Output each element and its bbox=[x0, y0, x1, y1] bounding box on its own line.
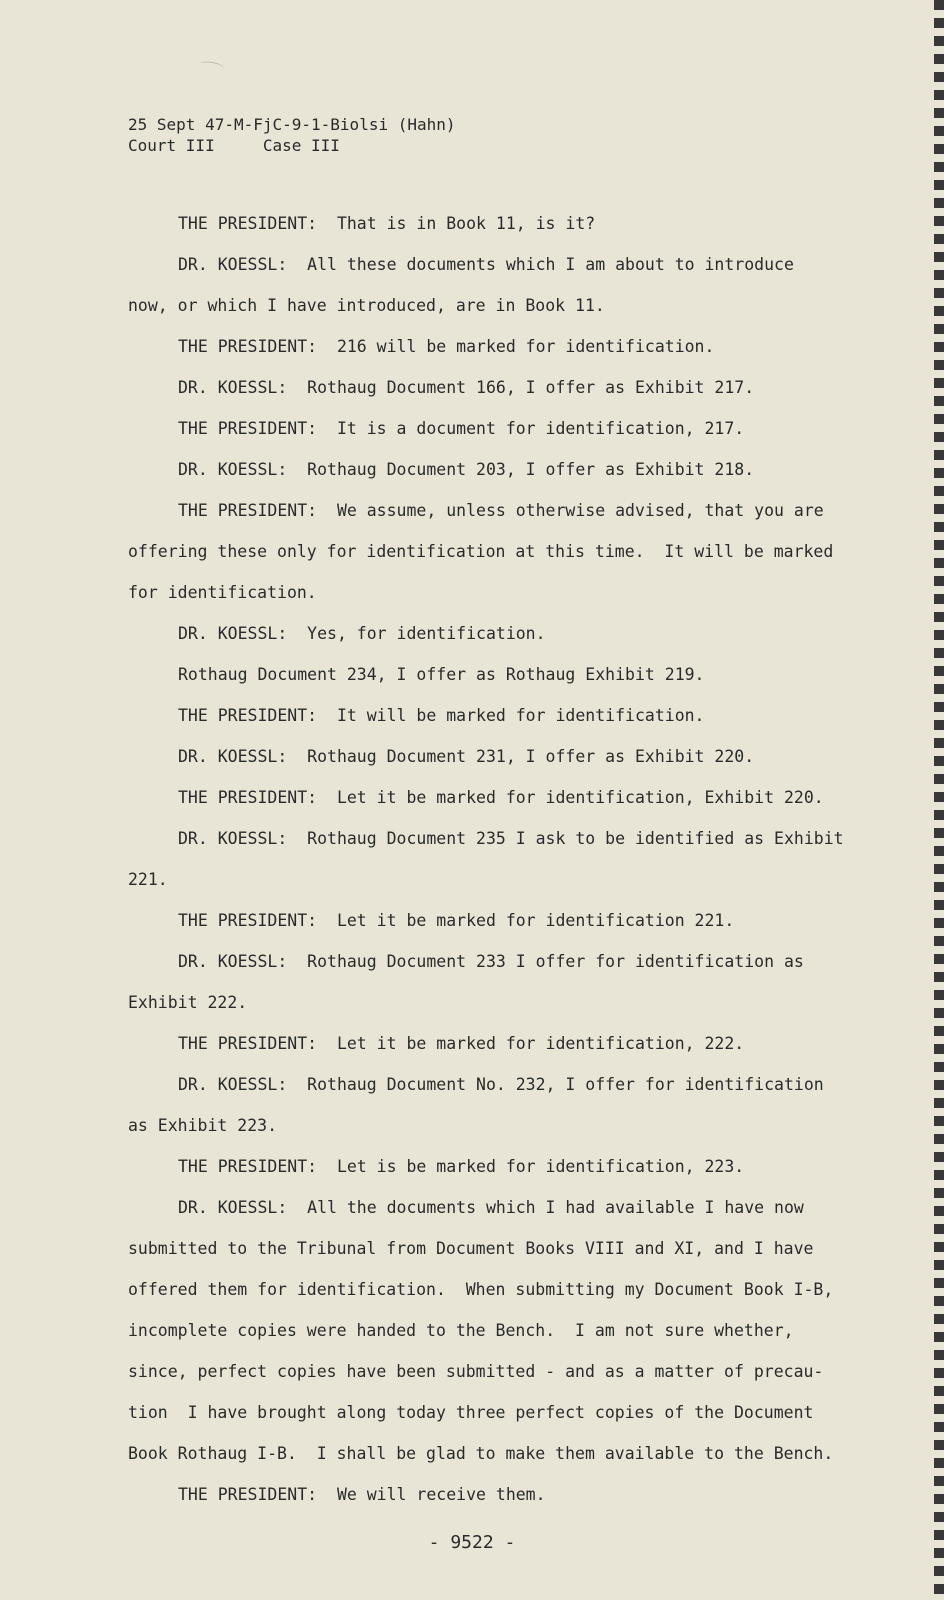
transcript-line: Rothaug Document 234, I offer as Rothaug Exhibit 219. bbox=[178, 665, 705, 684]
transcript-line: THE PRESIDENT: We assume, unless otherwise advised, that you are bbox=[178, 501, 824, 520]
transcript-line: for identification. bbox=[128, 583, 317, 602]
transcript-line: now, or which I have introduced, are in Book 11. bbox=[128, 296, 605, 315]
transcript-line: as Exhibit 223. bbox=[128, 1116, 278, 1135]
transcript-line: since, perfect copies have been submitted - and as a matter of precau- bbox=[128, 1362, 824, 1381]
transcript-line: tion I have brought along today three perfect copies of the Document bbox=[128, 1403, 814, 1422]
transcript-line: THE PRESIDENT: That is in Book 11, is it? bbox=[178, 214, 596, 233]
header-line-1: 25 Sept 47-M-FjC-9-1-Biolsi (Hahn) bbox=[128, 115, 456, 134]
transcript-line: Book Rothaug I-B. I shall be glad to make them available to the Bench. bbox=[128, 1444, 834, 1463]
transcript-line: incomplete copies were handed to the Bench. I am not sure whether, bbox=[128, 1321, 794, 1340]
transcript-line: offered them for identification. When submitting my Document Book I-B, bbox=[128, 1280, 834, 1299]
transcript-line: THE PRESIDENT: It is a document for identification, 217. bbox=[178, 419, 745, 438]
transcript-line: DR. KOESSL: Rothaug Document No. 232, I offer for identification bbox=[178, 1075, 824, 1094]
transcript-line: DR. KOESSL: Rothaug Document 231, I offer as Exhibit 220. bbox=[178, 747, 755, 766]
transcript-line: DR. KOESSL: All these documents which I am about to introduce bbox=[178, 255, 794, 274]
page-number: - 9522 - bbox=[428, 1532, 516, 1553]
transcript-line: submitted to the Tribunal from Document Books VIII and XI, and I have bbox=[128, 1239, 814, 1258]
transcript-line: offering these only for identification at this time. It will be marked bbox=[128, 542, 834, 561]
transcript-line: THE PRESIDENT: It will be marked for identification. bbox=[178, 706, 705, 725]
pencil-mark bbox=[199, 60, 224, 73]
transcript-line: THE PRESIDENT: Let it be marked for identification, 222. bbox=[178, 1034, 745, 1053]
transcript-line: Exhibit 222. bbox=[128, 993, 248, 1012]
binding-edge bbox=[934, 0, 944, 1600]
transcript-line: 221. bbox=[128, 870, 168, 889]
transcript-line: DR. KOESSL: Rothaug Document 233 I offer for identification as bbox=[178, 952, 804, 971]
transcript-line: DR. KOESSL: Rothaug Document 166, I offer as Exhibit 217. bbox=[178, 378, 755, 397]
transcript-line: THE PRESIDENT: Let is be marked for identification, 223. bbox=[178, 1157, 745, 1176]
document-header bbox=[128, 114, 456, 156]
transcript-line: DR. KOESSL: Yes, for identification. bbox=[178, 624, 546, 643]
transcript-line: THE PRESIDENT: Let it be marked for identification 221. bbox=[178, 911, 735, 930]
header-line-2: Court III Case III bbox=[128, 136, 340, 155]
transcript-line: THE PRESIDENT: Let it be marked for identification, Exhibit 220. bbox=[178, 788, 824, 807]
transcript-line: THE PRESIDENT: We will receive them. bbox=[178, 1485, 546, 1504]
transcript-line: DR. KOESSL: All the documents which I had available I have now bbox=[178, 1198, 804, 1217]
transcript-line: DR. KOESSL: Rothaug Document 203, I offer as Exhibit 218. bbox=[178, 460, 755, 479]
transcript-line: THE PRESIDENT: 216 will be marked for identification. bbox=[178, 337, 715, 356]
transcript-line: DR. KOESSL: Rothaug Document 235 I ask to be identified as Exhibit bbox=[178, 829, 844, 848]
